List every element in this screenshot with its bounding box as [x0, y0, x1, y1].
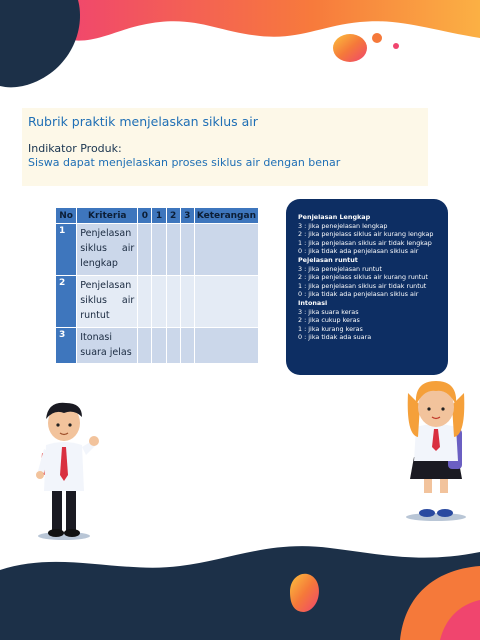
keterangan-cell[interactable]	[194, 224, 258, 276]
indikator-label: Indikator Produk:	[28, 142, 122, 155]
keterangan-cell[interactable]	[194, 276, 258, 328]
info-heading: Penjelasan Lengkap	[298, 213, 371, 221]
info-heading: Pejelasan runtut	[298, 255, 358, 264]
score-cell[interactable]	[152, 328, 166, 364]
top-navy-blob	[0, 0, 80, 87]
top-dot-small	[393, 43, 399, 49]
girl-illustration	[400, 375, 480, 525]
score-cell[interactable]	[138, 224, 152, 276]
info-line: 0 : jika tidak ada penjelasan siklus air	[298, 290, 419, 299]
score-cell[interactable]	[166, 328, 180, 364]
page-title: Rubrik praktik menjelaskan siklus air	[28, 114, 258, 129]
info-line: 3 : jika penejelasan lengkap	[298, 221, 388, 230]
table-row	[56, 276, 259, 328]
info-line: 1 : jika kurang keras	[298, 324, 363, 333]
score-cell[interactable]	[180, 224, 194, 276]
info-line: 2 : jika penjelass siklus air kurang runtut	[298, 273, 428, 282]
score-cell[interactable]	[152, 276, 166, 328]
header-no: No	[56, 208, 77, 224]
row-no: 3	[56, 328, 77, 364]
score-cell[interactable]	[166, 224, 180, 276]
header-score-3: 3	[180, 208, 194, 224]
table-header-row	[56, 208, 259, 224]
top-gradient-blob	[333, 34, 367, 62]
score-cell[interactable]	[180, 328, 194, 364]
header-score-0: 0	[138, 208, 152, 224]
info-line: 0 : jika tidak ada penjelasan siklus air	[298, 247, 419, 256]
row-kriteria: Penjelasan siklus air runtut	[77, 276, 138, 328]
header-score-1: 1	[152, 208, 166, 224]
keterangan-cell[interactable]	[194, 328, 258, 364]
top-orange-wave	[60, 0, 480, 41]
row-kriteria: Penjelasan siklus air lengkap	[77, 224, 138, 276]
row-no: 1	[56, 224, 77, 276]
header-keterangan: Keterangan	[194, 208, 258, 224]
rubric-table	[55, 207, 259, 364]
header-score-2: 2	[166, 208, 180, 224]
score-cell[interactable]	[138, 276, 152, 328]
info-line: 3 : jika penejelasan runtut	[298, 264, 382, 273]
info-line: 3 : jika suara keras	[298, 307, 359, 316]
score-cell[interactable]	[180, 276, 194, 328]
scoring-info-box	[286, 199, 448, 375]
info-line: 0 : jika tidak ada suara	[298, 333, 372, 342]
score-cell[interactable]	[166, 276, 180, 328]
bottom-decoration	[0, 530, 480, 640]
top-dot-large	[372, 33, 382, 43]
info-line: 2 : jika penjelass siklus air kurang lengkap	[298, 230, 434, 239]
score-cell[interactable]	[138, 328, 152, 364]
info-line: 2 : jika cukup keras	[298, 316, 360, 325]
boy-illustration	[30, 395, 110, 545]
row-kriteria: Itonasi suara jelas	[77, 328, 138, 364]
table-row	[56, 224, 259, 276]
info-line: 1 : jika penjelasan siklus air tidak lengkap	[298, 238, 432, 247]
indikator-text: Siswa dapat menjelaskan proses siklus air dengan benar	[28, 156, 341, 169]
row-no: 2	[56, 276, 77, 328]
top-decoration	[0, 0, 480, 100]
info-heading: Intonasi	[298, 298, 328, 307]
table-row	[56, 328, 259, 364]
score-cell[interactable]	[152, 224, 166, 276]
header-kriteria: Kriteria	[77, 208, 138, 224]
header-box	[22, 108, 428, 186]
info-line: 1 : jika penjelasan siklus air tidak runtut	[298, 281, 427, 290]
